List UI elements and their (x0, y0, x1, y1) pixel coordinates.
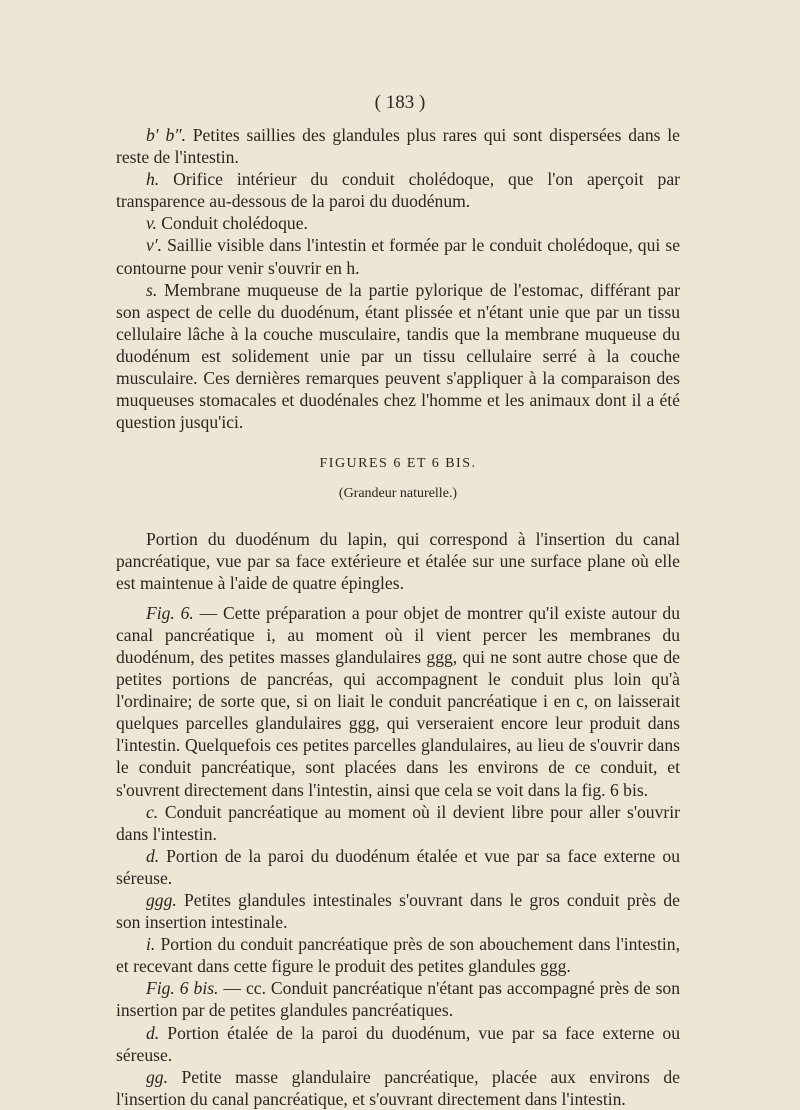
legend-entry (116, 1022, 680, 1066)
legend-label: d. (146, 845, 160, 866)
intro-paragraph: Portion du duodénum du lapin, qui correspond à l'insertion du canal pancréatique, vue par sa face extérieure et étalée sur une surface plane où elle est maintenue à l'aide de quatre épingles. (116, 528, 680, 593)
legend-entry (116, 168, 680, 212)
legend-label: Fig. 6 bis. (146, 978, 219, 999)
legend-text: Petites glandules intestinales s'ouvrant dans le gros conduit près de son insertion intestinale. (116, 890, 680, 933)
section-subheading: (Grandeur naturelle.) (338, 486, 458, 502)
legend-entry (116, 234, 680, 278)
main-text (116, 124, 680, 1110)
legend-text: Portion du conduit pancréatique près de son abouchement dans l'intestin, et recevant dans cette figure le produit des petites glandules ggg. (116, 934, 680, 977)
legend-text: — cc. Conduit pancréatique n'étant pas accompagné près de son insertion par de petites glandules pancréatiques. (116, 978, 681, 1021)
legend-label: v′. (146, 235, 163, 256)
legend-label: s. (146, 279, 158, 300)
section-heading: FIGURES 6 ET 6 BIS. (319, 456, 477, 472)
legend-entry (116, 1066, 680, 1110)
legend-text: — Cette préparation a pour objet de montrer qu'il existe autour du canal pancréatique i, au moment où il vient percer les membranes du duodénum, des petites masses glandulaires ggg, qui ne sont autre chose que de petites portions de pancréas, qui accompagnent le conduit plus loin qu'à l'ordinaire; de sorte que, si on liait le conduit pancréatique i en c, on laisserait quelques parcelles glandulaires ggg, qui verseraient encore leur produit dans l'intestin. Quelquefois ces petites parcelles glandulaires, au lieu de s'ouvrir dans le conduit pancréatique, sont placées dans les environs de ce conduit, et s'ouvrent directement dans l'intestin, ainsi que cela se voit dans la fig. 6 bis. (116, 602, 680, 800)
page-number: ( 183 ) (374, 92, 426, 113)
legend-label: i. (146, 934, 156, 955)
legend-text: Orifice intérieur du conduit cholédoque, que l'on aperçoit par transparence au-dessous de la paroi du duodénum. (116, 169, 680, 212)
legend-entry (116, 933, 680, 977)
legend-text: Petite masse glandulaire pancréatique, placée aux environs de l'insertion du canal pancréatique, et s'ouvrant directement dans l'intestin. (116, 1066, 680, 1109)
legend-entry (116, 889, 680, 933)
legend-list-top (116, 124, 680, 433)
legend-label: Fig. 6. (146, 602, 194, 623)
legend-label: d. (146, 1022, 160, 1043)
legend-entry (116, 279, 680, 434)
legend-label: gg. (146, 1066, 168, 1087)
legend-label: ggg. (146, 890, 177, 910)
legend-entry (116, 845, 680, 889)
legend-text: Saillie visible dans l'intestin et formée par le conduit cholédoque, qui se contourne pour venir s'ouvrir en h. (116, 235, 680, 278)
legend-label: v. (146, 213, 157, 234)
legend-label: h. (146, 169, 160, 190)
legend-text: Conduit pancréatique au moment où il devient libre pour aller s'ouvrir dans l'intestin. (116, 801, 680, 844)
legend-entry (116, 212, 680, 234)
legend-text: Conduit cholédoque. (156, 213, 308, 234)
legend-entry (116, 801, 680, 845)
legend-label: c. (146, 801, 159, 822)
legend-entry (116, 977, 680, 1021)
legend-text: Membrane muqueuse de la partie pylorique de l'estomac, différant par son aspect de celle du duodénum, étant plissée et n'étant unie que par un tissu cellulaire lâche à la couche musculaire, tandis que la membrane muqueuse du duodénum est solidement unie par un tissu cellulaire serré à la couche musculaire. Ces dernières remarques peuvent s'appliquer à la comparaison des muqueuses stomacales et duodénales chez l'homme et les animaux dont il a été question jusqu'ici. (116, 279, 680, 433)
legend-entry (116, 124, 680, 168)
legend-label: b′ b″. (146, 125, 186, 145)
legend-entry (116, 602, 680, 801)
legend-text: Portion de la paroi du duodénum étalée et vue par sa face externe ou séreuse. (116, 845, 680, 888)
legend-text: Petites saillies des glandules plus rares qui sont dispersées dans le reste de l'intestin. (116, 125, 680, 168)
legend-text: Portion étalée de la paroi du duodénum, vue par sa face externe ou séreuse. (116, 1022, 680, 1065)
legend-list-bottom (116, 602, 680, 1110)
